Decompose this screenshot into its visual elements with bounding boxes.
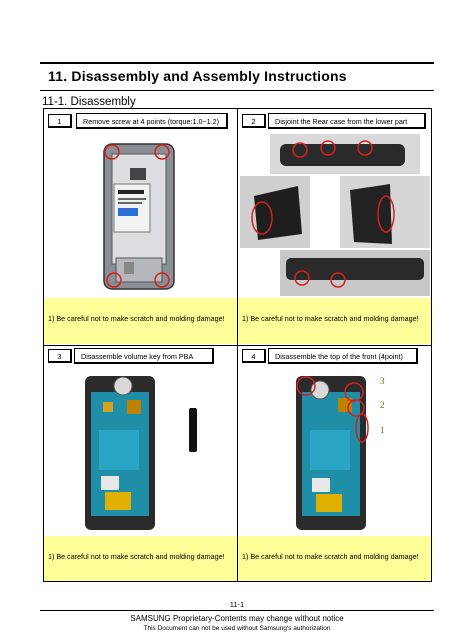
grid-horizontal-divider <box>43 345 432 346</box>
step-2-text: Disjoint the Rear case from the lower part <box>268 113 426 129</box>
step-2-note: 1) Be careful not to make scratch and molding damage! <box>238 298 431 344</box>
footer-rule <box>40 610 434 611</box>
step-4-label-2: 2 <box>380 400 385 410</box>
step-3-pba-image <box>85 372 215 534</box>
step-1-phone-image <box>100 140 180 295</box>
footer-proprietary: SAMSUNG Proprietary-Contents may change without notice <box>130 614 344 623</box>
step-1-number: 1 <box>48 114 72 128</box>
step-3-note: 1) Be careful not to make scratch and molding damage! <box>44 536 237 581</box>
step-1-note: 1) Be careful not to make scratch and molding damage! <box>44 298 237 344</box>
header-top-rule <box>40 62 434 64</box>
step-1-text: Remove screw at 4 points (torque:1.0~1.2) <box>76 113 228 129</box>
section-subtitle: 11-1. Disassembly <box>42 96 136 108</box>
step-4-number: 4 <box>242 349 266 363</box>
page-number: 11-1 <box>229 600 245 609</box>
step-4-label-3: 3 <box>380 376 385 386</box>
step-4-text: Disassemble the top of the front (4point) <box>268 348 418 364</box>
step-4-front-image <box>290 372 370 534</box>
step-3-text: Disassemble volume key from PBA <box>74 348 214 364</box>
footer-authorization: This Document can not be used without Samsung's authorization <box>143 625 331 632</box>
step-3-number: 3 <box>48 349 72 363</box>
page-title: 11. Disassembly and Assembly Instructions <box>48 68 347 84</box>
step-2-number: 2 <box>242 114 266 128</box>
step-4-label-1: 1 <box>380 425 385 435</box>
header-rule <box>40 90 434 91</box>
step-4-note: 1) Be careful not to make scratch and molding damage! <box>238 536 431 581</box>
step-2-photo-composite <box>240 134 430 296</box>
